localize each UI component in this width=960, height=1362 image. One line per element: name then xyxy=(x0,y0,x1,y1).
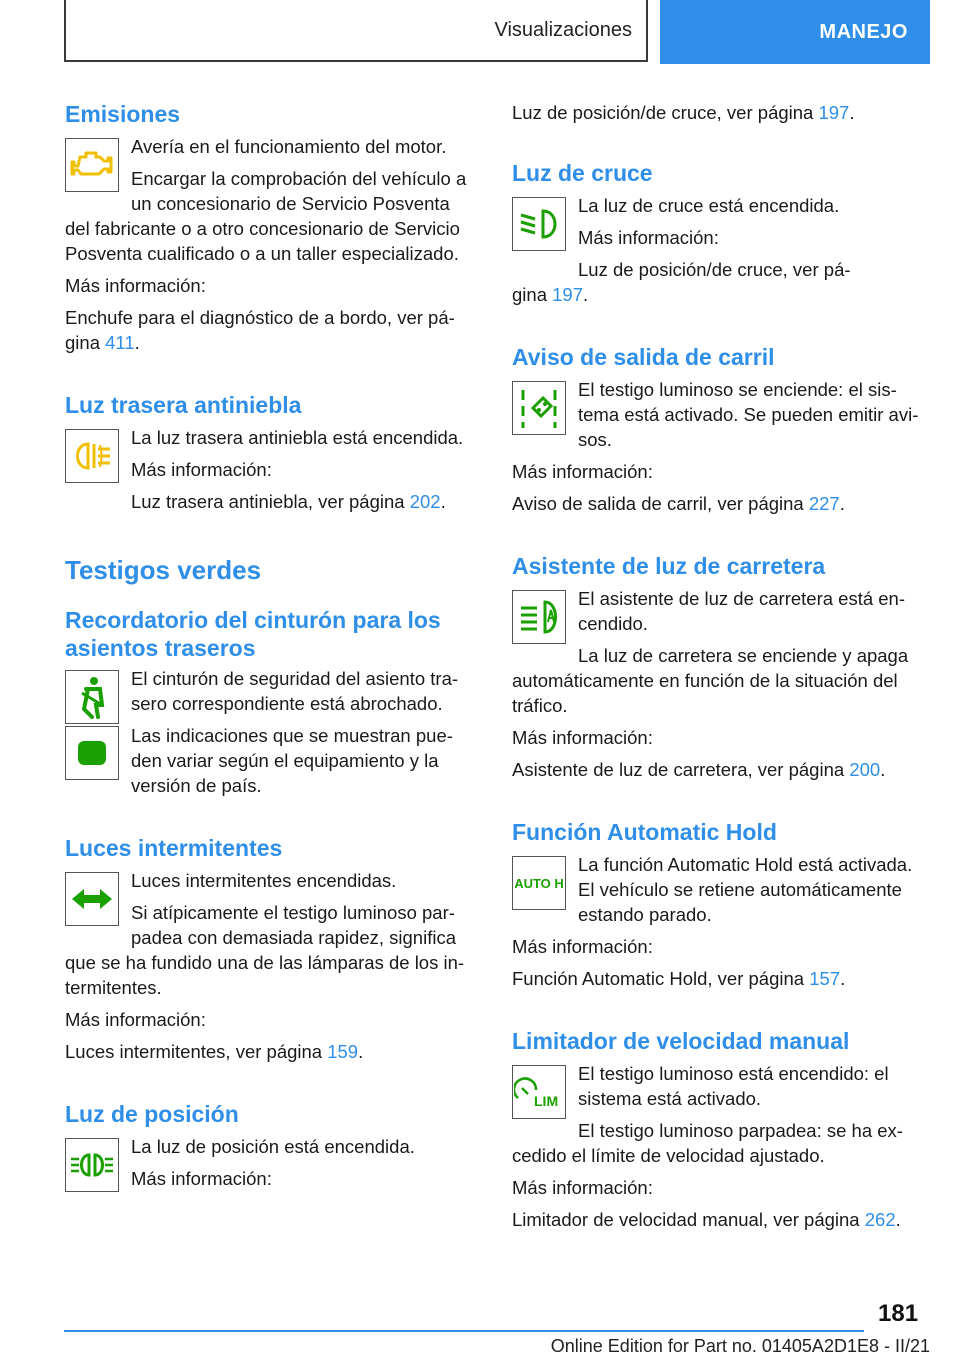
text: cedido el límite de velocidad ajustado. xyxy=(512,1145,825,1166)
rear-fog-light-icon xyxy=(65,429,119,483)
edition-footer: Online Edition for Part no. 01405A2D1E8 - II/21 xyxy=(550,1336,930,1356)
text: sero correspondiente está abrochado. xyxy=(131,693,443,714)
reference: Enchufe para el diagnóstico de a bordo, ver pá- xyxy=(65,307,455,328)
reference xyxy=(65,489,477,514)
section-posicion xyxy=(65,1134,477,1201)
ref-text: Aviso de salida de carril, ver página xyxy=(512,493,809,514)
text: tema está activado. Se pueden emitir avi- xyxy=(578,404,919,425)
ref-text: Asistente de luz de carretera, ver página xyxy=(512,759,850,780)
text: La luz de cruce está encendida. xyxy=(578,195,840,216)
indicator-variant xyxy=(65,723,477,798)
text: Las indicaciones que se muestran pue- xyxy=(131,725,453,746)
right-column xyxy=(512,100,930,1232)
ref-text: gina xyxy=(65,332,106,353)
ref-text: Limitador de velocidad manual, ver página xyxy=(512,1209,865,1230)
chapter-tab[interactable]: MANEJO xyxy=(660,0,930,64)
page-link[interactable]: 200 xyxy=(849,759,881,780)
ref-dot: . xyxy=(840,968,846,989)
page-link[interactable]: 197 xyxy=(552,284,583,305)
reference xyxy=(512,1207,930,1232)
text: El testigo luminoso parpadea: se ha ex- xyxy=(578,1120,903,1141)
heading-antiniebla: Luz trasera antiniebla xyxy=(65,392,302,418)
ref-dot: . xyxy=(440,491,446,512)
section-emisiones xyxy=(65,134,477,355)
more-info: Más información: xyxy=(512,1177,653,1198)
heading-limitador: Limitador de velocidad manual xyxy=(512,1028,850,1054)
reference xyxy=(512,966,930,991)
text: El testigo luminoso se enciende: el sis- xyxy=(578,379,897,400)
left-column xyxy=(65,100,477,1201)
reference xyxy=(512,100,930,125)
more-info: Más información: xyxy=(131,1168,272,1189)
turn-signal-icon xyxy=(65,872,119,926)
text: Luces intermitentes encendidas. xyxy=(131,870,397,891)
text: El asistente de luz de carretera está en- xyxy=(578,588,906,609)
section-cinturon xyxy=(65,666,477,798)
text: Avería en el funcionamiento del motor. xyxy=(131,136,447,157)
page-link[interactable]: 262 xyxy=(864,1209,896,1230)
heading-posicion: Luz de posición xyxy=(65,1101,239,1127)
page-link[interactable]: 197 xyxy=(818,102,850,123)
text: La luz trasera antiniebla está encendida. xyxy=(131,427,464,448)
heading-carretera: Asistente de luz de carretera xyxy=(512,553,826,579)
ref-dot: . xyxy=(880,759,886,780)
speed-limiter-icon-label: LIM xyxy=(534,1093,559,1108)
reference xyxy=(512,491,930,516)
page-number: 181 xyxy=(878,1300,919,1327)
section-antiniebla xyxy=(65,425,477,514)
text: sistema está activado. xyxy=(578,1088,762,1109)
reference: Luz de posición/de cruce, ver pá- xyxy=(578,259,851,280)
text: Si atípicamente el testigo luminoso par- xyxy=(131,902,455,923)
section-cruce xyxy=(512,193,930,307)
heading-cruce: Luz de cruce xyxy=(512,160,653,186)
heading-testigos-verdes: Testigos verdes xyxy=(65,555,262,585)
heading-cinturon-2: asientos traseros xyxy=(65,635,256,661)
reference xyxy=(65,1039,477,1064)
text: Posventa cualificado o a un taller especializado. xyxy=(65,243,459,264)
engine-warning-icon xyxy=(65,138,119,192)
heading-emisiones: Emisiones xyxy=(65,101,181,127)
heading-carril: Aviso de salida de carril xyxy=(512,344,775,370)
text: cendido. xyxy=(578,613,648,634)
seat-indicator-icon xyxy=(65,726,119,780)
seatbelt-icon xyxy=(65,670,119,724)
high-beam-assist-icon xyxy=(512,590,566,644)
page-link[interactable]: 202 xyxy=(409,491,441,512)
more-info: Más información: xyxy=(65,275,206,296)
ref-dot: . xyxy=(358,1041,364,1062)
page-link[interactable]: 227 xyxy=(808,493,840,514)
text: La luz de carretera se enciende y apaga xyxy=(578,645,909,666)
reference xyxy=(65,330,477,355)
text: El cinturón de seguridad del asiento tra- xyxy=(131,668,459,689)
lane-departure-icon xyxy=(512,381,566,435)
section-hold xyxy=(512,852,930,991)
speed-limiter-icon xyxy=(512,1065,566,1119)
heading-cinturon: Recordatorio del cinturón para los xyxy=(65,607,441,633)
text: padea con demasiada rapidez, significa xyxy=(131,927,456,948)
text: La luz de posición está encendida. xyxy=(131,1136,415,1157)
text: tráfico. xyxy=(512,695,568,716)
section-carril xyxy=(512,377,930,516)
ref-dot: . xyxy=(583,284,589,305)
ref-text: Luces intermitentes, ver página xyxy=(65,1041,328,1062)
text: del fabricante o a otro concesionario de Servicio xyxy=(65,218,460,239)
position-light-icon xyxy=(65,1138,119,1192)
text: sos. xyxy=(578,429,612,450)
more-info: Más información: xyxy=(131,459,272,480)
section-carretera xyxy=(512,586,930,782)
text: El vehículo se retiene automáticamente xyxy=(578,879,902,900)
section-intermitentes xyxy=(65,868,477,1064)
text: den variar según el equipamiento y la xyxy=(131,750,439,771)
ref-dot: . xyxy=(895,1209,901,1230)
page-link[interactable]: 411 xyxy=(105,332,135,353)
ref-text: Luz trasera antiniebla, ver página xyxy=(131,491,410,512)
section-tab[interactable]: Visualizaciones xyxy=(64,0,648,62)
ref-dot: . xyxy=(134,332,140,353)
heading-intermitentes: Luces intermitentes xyxy=(65,835,283,861)
more-info: Más información: xyxy=(578,227,719,248)
more-info: Más información: xyxy=(65,1009,206,1030)
text: La función Automatic Hold está activada. xyxy=(578,854,913,875)
page-link[interactable]: 159 xyxy=(327,1041,359,1062)
header-tabs xyxy=(64,0,930,66)
low-beam-icon xyxy=(512,197,566,251)
ref-text: Luz de posición/de cruce, ver página xyxy=(512,102,819,123)
text: estando parado. xyxy=(578,904,712,925)
more-info: Más información: xyxy=(512,936,653,957)
ref-dot: . xyxy=(839,493,845,514)
more-info: Más información: xyxy=(512,461,653,482)
text: Encargar la comprobación del vehículo a xyxy=(131,168,467,189)
text: automáticamente en función de la situación del xyxy=(512,670,898,691)
text: versión de país. xyxy=(131,775,262,796)
ref-dot: . xyxy=(849,102,855,123)
ref-text: gina xyxy=(512,284,553,305)
ref-text: Función Automatic Hold, ver página xyxy=(512,968,810,989)
auto-hold-icon: AUTO H xyxy=(512,856,566,910)
footer-divider xyxy=(64,1330,864,1332)
more-info: Más información: xyxy=(512,727,653,748)
heading-hold: Función Automatic Hold xyxy=(512,819,777,845)
text: termitentes. xyxy=(65,977,162,998)
text: El testigo luminoso está encendido: el xyxy=(578,1063,889,1084)
reference xyxy=(512,757,930,782)
text: que se ha fundido una de las lámparas de los in- xyxy=(65,952,465,973)
reference xyxy=(512,282,930,307)
section-limitador xyxy=(512,1061,930,1232)
text: un concesionario de Servicio Posventa xyxy=(131,193,450,214)
page-link[interactable]: 157 xyxy=(809,968,841,989)
